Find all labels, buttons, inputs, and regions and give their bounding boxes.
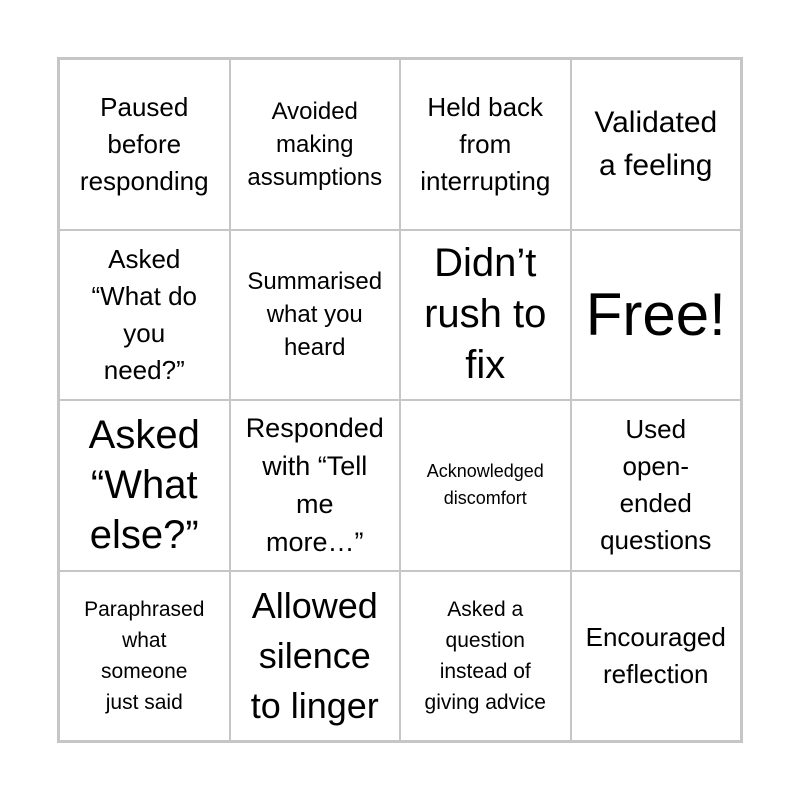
cell-text: Allowed silence to linger: [250, 584, 379, 726]
cell-text: Didn’t rush to fix: [424, 241, 547, 388]
bingo-board: [57, 57, 743, 743]
bingo-cell[interactable]: [230, 59, 401, 230]
cell-text: Used open- ended questions: [600, 414, 712, 556]
cell-text: Avoided making assumptions: [247, 97, 383, 191]
bingo-cell[interactable]: [59, 571, 230, 742]
cell-text: Asked “What else?”: [88, 413, 200, 558]
bingo-cell[interactable]: [571, 571, 742, 742]
free-space-cell[interactable]: [571, 230, 742, 401]
bingo-cell[interactable]: [59, 230, 230, 401]
bingo-cell[interactable]: [230, 400, 401, 571]
cell-text: Validated a feeling: [594, 106, 718, 183]
cell-text: Asked “What do you need?”: [91, 243, 197, 385]
cell-text: Paraphrased what someone just said: [84, 597, 205, 714]
cell-text: Paused before responding: [79, 91, 209, 196]
bingo-cell[interactable]: [230, 230, 401, 401]
bingo-cell[interactable]: [571, 400, 742, 571]
bingo-cell[interactable]: [571, 59, 742, 230]
bingo-cell[interactable]: [400, 59, 571, 230]
cell-text: Summarised what you heard: [247, 268, 383, 362]
cell-text: Encouraged reflection: [585, 621, 726, 689]
cell-text: Asked a question instead of giving advice: [424, 597, 546, 714]
bingo-cell[interactable]: [400, 571, 571, 742]
bingo-cell[interactable]: [400, 230, 571, 401]
cell-text: Acknowledged discomfort: [426, 461, 544, 509]
free-space-text: Free!: [585, 280, 726, 348]
cell-text: Held back from interrupting: [420, 91, 551, 196]
bingo-cell[interactable]: [59, 59, 230, 230]
bingo-cell[interactable]: [59, 400, 230, 571]
cell-text: Responded with “Tell me more…”: [245, 413, 384, 558]
bingo-cell[interactable]: [400, 400, 571, 571]
bingo-cell[interactable]: [230, 571, 401, 742]
